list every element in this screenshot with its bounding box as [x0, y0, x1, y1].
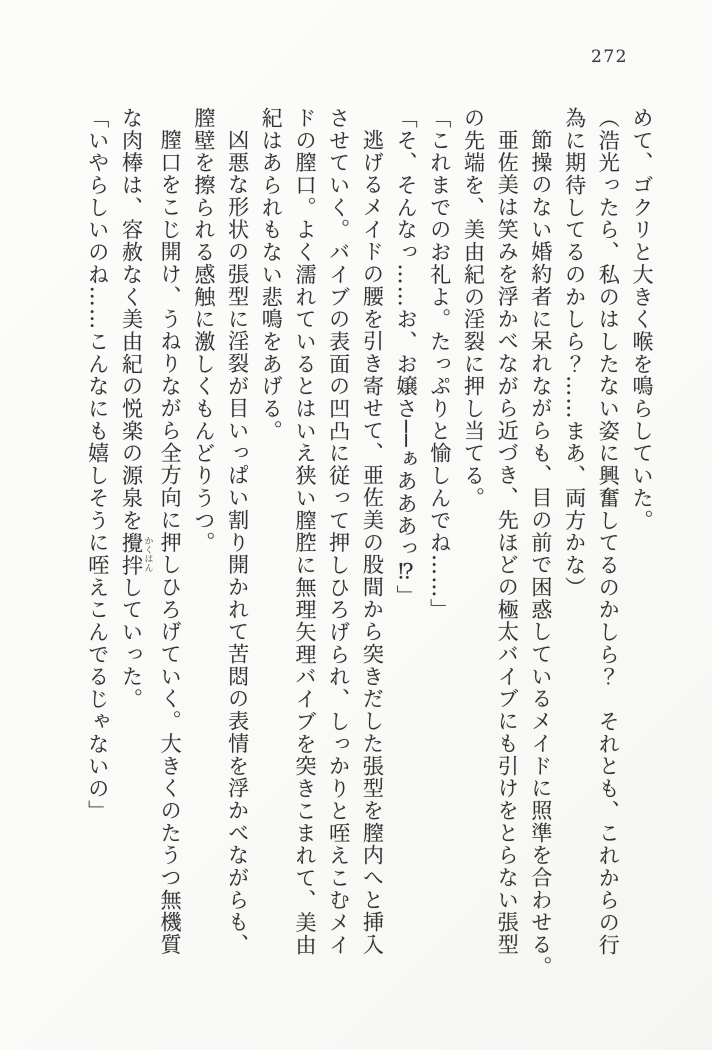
text-line: 亜佐美は笑みを浮かべながら近づき、先ほどの極太バイブにも引けをとらない張型: [495, 129, 520, 957]
text-line: 膣口をこじ開け、うねりながら全方向に押しひろげていく。大きくのたうつ無機質: [158, 129, 183, 957]
text-line: な肉棒は、容赦なく美由紀の悦楽の源泉を攪拌 かくはんしていった。: [119, 107, 153, 711]
text-line: 逃げるメイドの腰を引き寄せて、亜佐美の股間から突きだした張型を膣内へと挿入: [360, 129, 385, 957]
text-line: の先端を、美由紀の淫裂に押し当てる。: [461, 107, 486, 510]
text-line: 凶悪な形状の張型に淫裂が目いっぱい割り開かれて苦悶の表情を浮かべながらも、: [225, 129, 250, 957]
page-text-block: [80, 107, 658, 979]
text-line: ドの膣口。よく濡れているとはいえ狭い膣腔に無理矢理バイブを突きこまれて、美由: [292, 107, 317, 957]
text-line: 「これまでのお礼よ。たっぷりと愉しんでね……」: [427, 107, 452, 622]
text-line: させていく。バイブの表面の凹凸に従って押しひろげられ、しっかりと咥えこむメイ: [326, 107, 351, 957]
text-line: 為に期待してるのかしら？……まあ、両方かな）: [562, 107, 587, 599]
text-line: 「いやらしいのね……こんなにも嬉しそうに咥えこんでるじゃないの」: [85, 107, 110, 823]
page-number: 272: [591, 47, 628, 67]
ruby-annotated-word: 攪拌 かくはん: [119, 531, 153, 577]
text-line: 節操のない婚約者に呆れながらも、目の前で困惑しているメイドに照準を合わせる。: [528, 129, 553, 979]
text-line: めて、ゴクリと大きく喉を鳴らしていた。: [630, 107, 654, 532]
text-line: 紀はあられもない悲鳴をあげる。: [259, 107, 284, 443]
text-line: 「そ、そんなっ……お、お嬢さ──ぁあああっ⁉」: [394, 107, 419, 608]
text-line: （浩光ったら、私のはしたない姿に興奮してるのかしら？ それとも、これからの行: [596, 107, 621, 957]
text-line: 膣壁を擦られる感触に激しくもんどりうつ。: [191, 107, 216, 554]
